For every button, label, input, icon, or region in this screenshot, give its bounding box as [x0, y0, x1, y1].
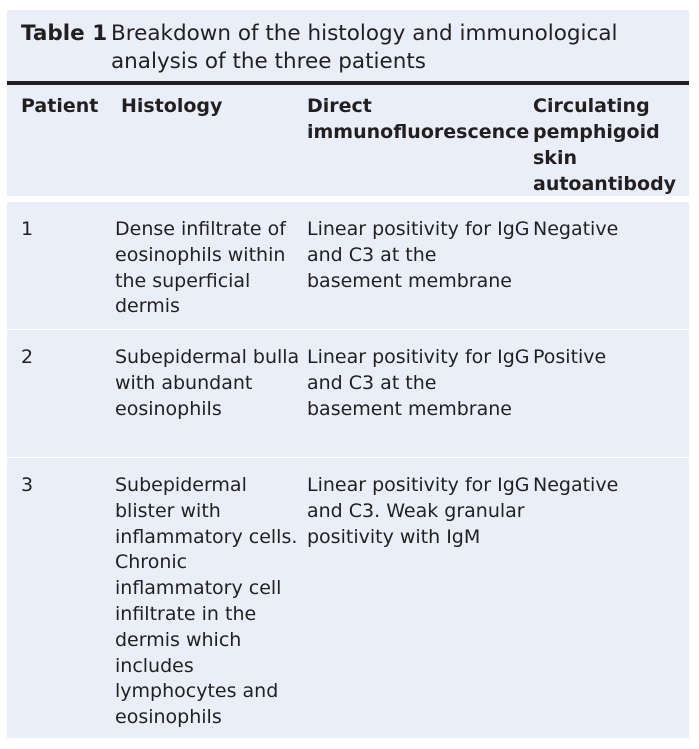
table-header	[7, 85, 689, 196]
cell-autoantibody: Negative	[533, 474, 619, 496]
table-row	[7, 458, 689, 738]
cell-autoantibody: Negative	[533, 218, 619, 240]
table-row	[7, 202, 689, 329]
cell-histology: Dense infiltrate of eosinophils within the superficial dermis	[115, 218, 286, 318]
table-row	[7, 330, 689, 457]
cell-dif: Linear positivity for IgG and C3 at the basement membrane	[307, 218, 530, 292]
header-direct-immunofluorescence: Direct immunofluorescence	[307, 95, 530, 143]
cell-patient: 3	[21, 474, 34, 496]
table-title: Breakdown of the histology and immunological analysis of the three patients	[111, 21, 618, 74]
table-panel	[7, 10, 689, 738]
cell-autoantibody: Positive	[533, 346, 607, 368]
cell-dif: Linear positivity for IgG and C3. Weak granular positivity with IgM	[307, 474, 530, 548]
cell-histology: Subepidermal bulla with abundant eosinophils	[115, 346, 300, 420]
header-circulating-autoantibody: Circulating pemphigoid skin autoantibody	[533, 95, 677, 195]
cell-patient: 1	[21, 218, 34, 240]
header-patient: Patient	[21, 95, 99, 117]
header-histology: Histology	[121, 95, 223, 117]
table-label: Table 1	[21, 21, 108, 46]
cell-histology: Subepidermal blister with inflammatory cells. Chronic inflammatory cell infiltrate in the dermis which includes lymphocytes and eosinophils	[115, 474, 298, 729]
cell-dif: Linear positivity for IgG and C3 at the basement membrane	[307, 346, 530, 420]
cell-patient: 2	[21, 346, 34, 368]
